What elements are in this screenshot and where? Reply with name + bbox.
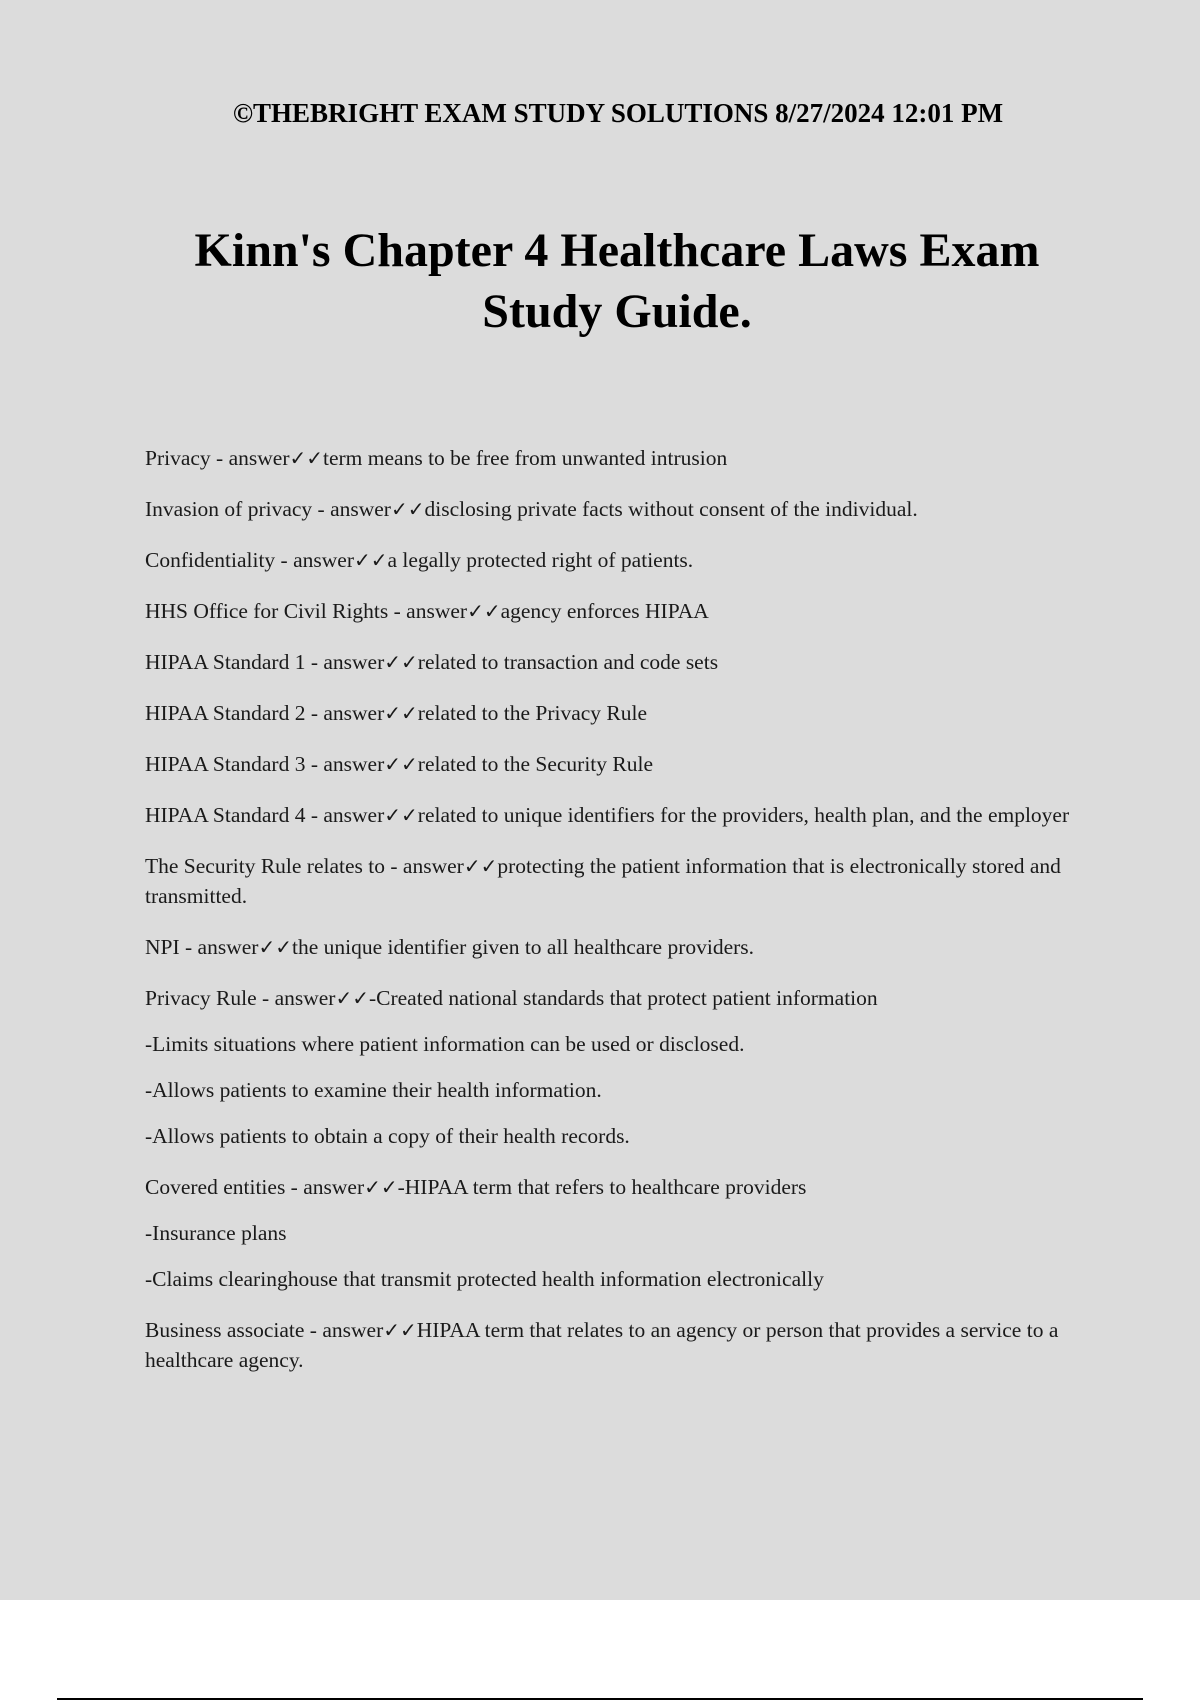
- term: Business associate - answer: [145, 1318, 384, 1342]
- answer: a legally protected right of patients.: [387, 548, 694, 572]
- answer: -Created national standards that protect patient information: [368, 986, 878, 1010]
- list-item: -Limits situations where patient information can be used or disclosed.: [145, 1032, 745, 1056]
- answer: -HIPAA term that refers to healthcare providers: [397, 1175, 807, 1199]
- term: HIPAA Standard 2 - answer: [145, 701, 385, 725]
- term: Privacy Rule - answer: [145, 986, 336, 1010]
- list-item: -Allows patients to examine their health information.: [145, 1078, 602, 1102]
- list-item: -Insurance plans: [145, 1221, 287, 1245]
- check-icon: ✓✓: [467, 599, 501, 623]
- check-icon: ✓✓: [384, 701, 418, 725]
- answer: related to unique identifiers for the providers, health plan, and the employer: [417, 803, 1070, 827]
- title-line-1: Kinn's Chapter 4 Healthcare Laws Exam: [194, 224, 1040, 277]
- answer: related to the Privacy Rule: [417, 701, 648, 725]
- qa-entry-hipaa-standard-2: [145, 698, 1075, 728]
- qa-entry-covered-entities: [145, 1172, 1075, 1202]
- answer: term means to be free from unwanted intrusion: [323, 446, 728, 470]
- answer: HIPAA term that relates to an agency or person that provides a service to a healthcare agency.: [145, 1318, 1059, 1372]
- term: HHS Office for Civil Rights - answer: [145, 599, 468, 623]
- title-line-2: Study Guide.: [482, 285, 752, 338]
- qa-entry-npi: [145, 932, 1075, 962]
- check-icon: ✓✓: [364, 1175, 398, 1199]
- term: Confidentiality - answer: [145, 548, 354, 572]
- check-icon: ✓✓: [258, 935, 292, 959]
- qa-entry-privacy: [145, 443, 1075, 473]
- term: Invasion of privacy - answer: [145, 497, 391, 521]
- check-icon: ✓✓: [390, 497, 425, 521]
- check-icon: ✓✓: [384, 752, 418, 776]
- term: The Security Rule relates to - answer: [145, 854, 464, 878]
- list-item: -Allows patients to obtain a copy of their health records.: [145, 1124, 630, 1148]
- qa-entry-business-associate: [145, 1315, 1075, 1375]
- qa-entry-privacy-rule: [145, 983, 1075, 1013]
- term: Privacy - answer: [145, 446, 290, 470]
- check-icon: ✓✓: [289, 446, 323, 470]
- header-text: THEBRIGHT EXAM STUDY SOLUTIONS 8/27/2024 12:01 PM: [253, 98, 1004, 128]
- qa-entry-hipaa-standard-3: [145, 749, 1075, 779]
- term: Covered entities - answer: [145, 1175, 365, 1199]
- page-header: [0, 98, 1200, 129]
- check-icon: ✓✓: [383, 1318, 417, 1342]
- answer: disclosing private facts without consent of the individual.: [424, 497, 918, 521]
- term: HIPAA Standard 4 - answer: [145, 803, 385, 827]
- term: NPI - answer: [145, 935, 259, 959]
- qa-entry-confidentiality: [145, 545, 1075, 575]
- check-icon: ✓✓: [463, 854, 498, 878]
- qa-entry-security-rule: [145, 851, 1075, 911]
- qa-entry-hhs-ocr: [145, 596, 1075, 626]
- study-guide-content: [145, 443, 1075, 1375]
- check-icon: ✓✓: [353, 548, 388, 572]
- check-icon: ✓✓: [384, 803, 418, 827]
- answer: agency enforces HIPAA: [500, 599, 709, 623]
- qa-entry-hipaa-standard-4: [145, 800, 1075, 830]
- answer: protecting the patient information that is electronically stored and transmitted.: [145, 854, 1061, 908]
- qa-entry-hipaa-standard-1: [145, 647, 1075, 677]
- copyright-icon: ©: [232, 98, 254, 128]
- answer: related to the Security Rule: [417, 752, 654, 776]
- term: HIPAA Standard 1 - answer: [145, 650, 385, 674]
- answer: the unique identifier given to all healthcare providers.: [291, 935, 755, 959]
- list-item: -Claims clearinghouse that transmit protected health information electronically: [145, 1267, 824, 1291]
- qa-entry-invasion-of-privacy: [145, 494, 1075, 524]
- check-icon: ✓✓: [335, 986, 369, 1010]
- document-title: [0, 220, 1200, 342]
- answer: related to transaction and code sets: [417, 650, 719, 674]
- check-icon: ✓✓: [384, 650, 418, 674]
- term: HIPAA Standard 3 - answer: [145, 752, 385, 776]
